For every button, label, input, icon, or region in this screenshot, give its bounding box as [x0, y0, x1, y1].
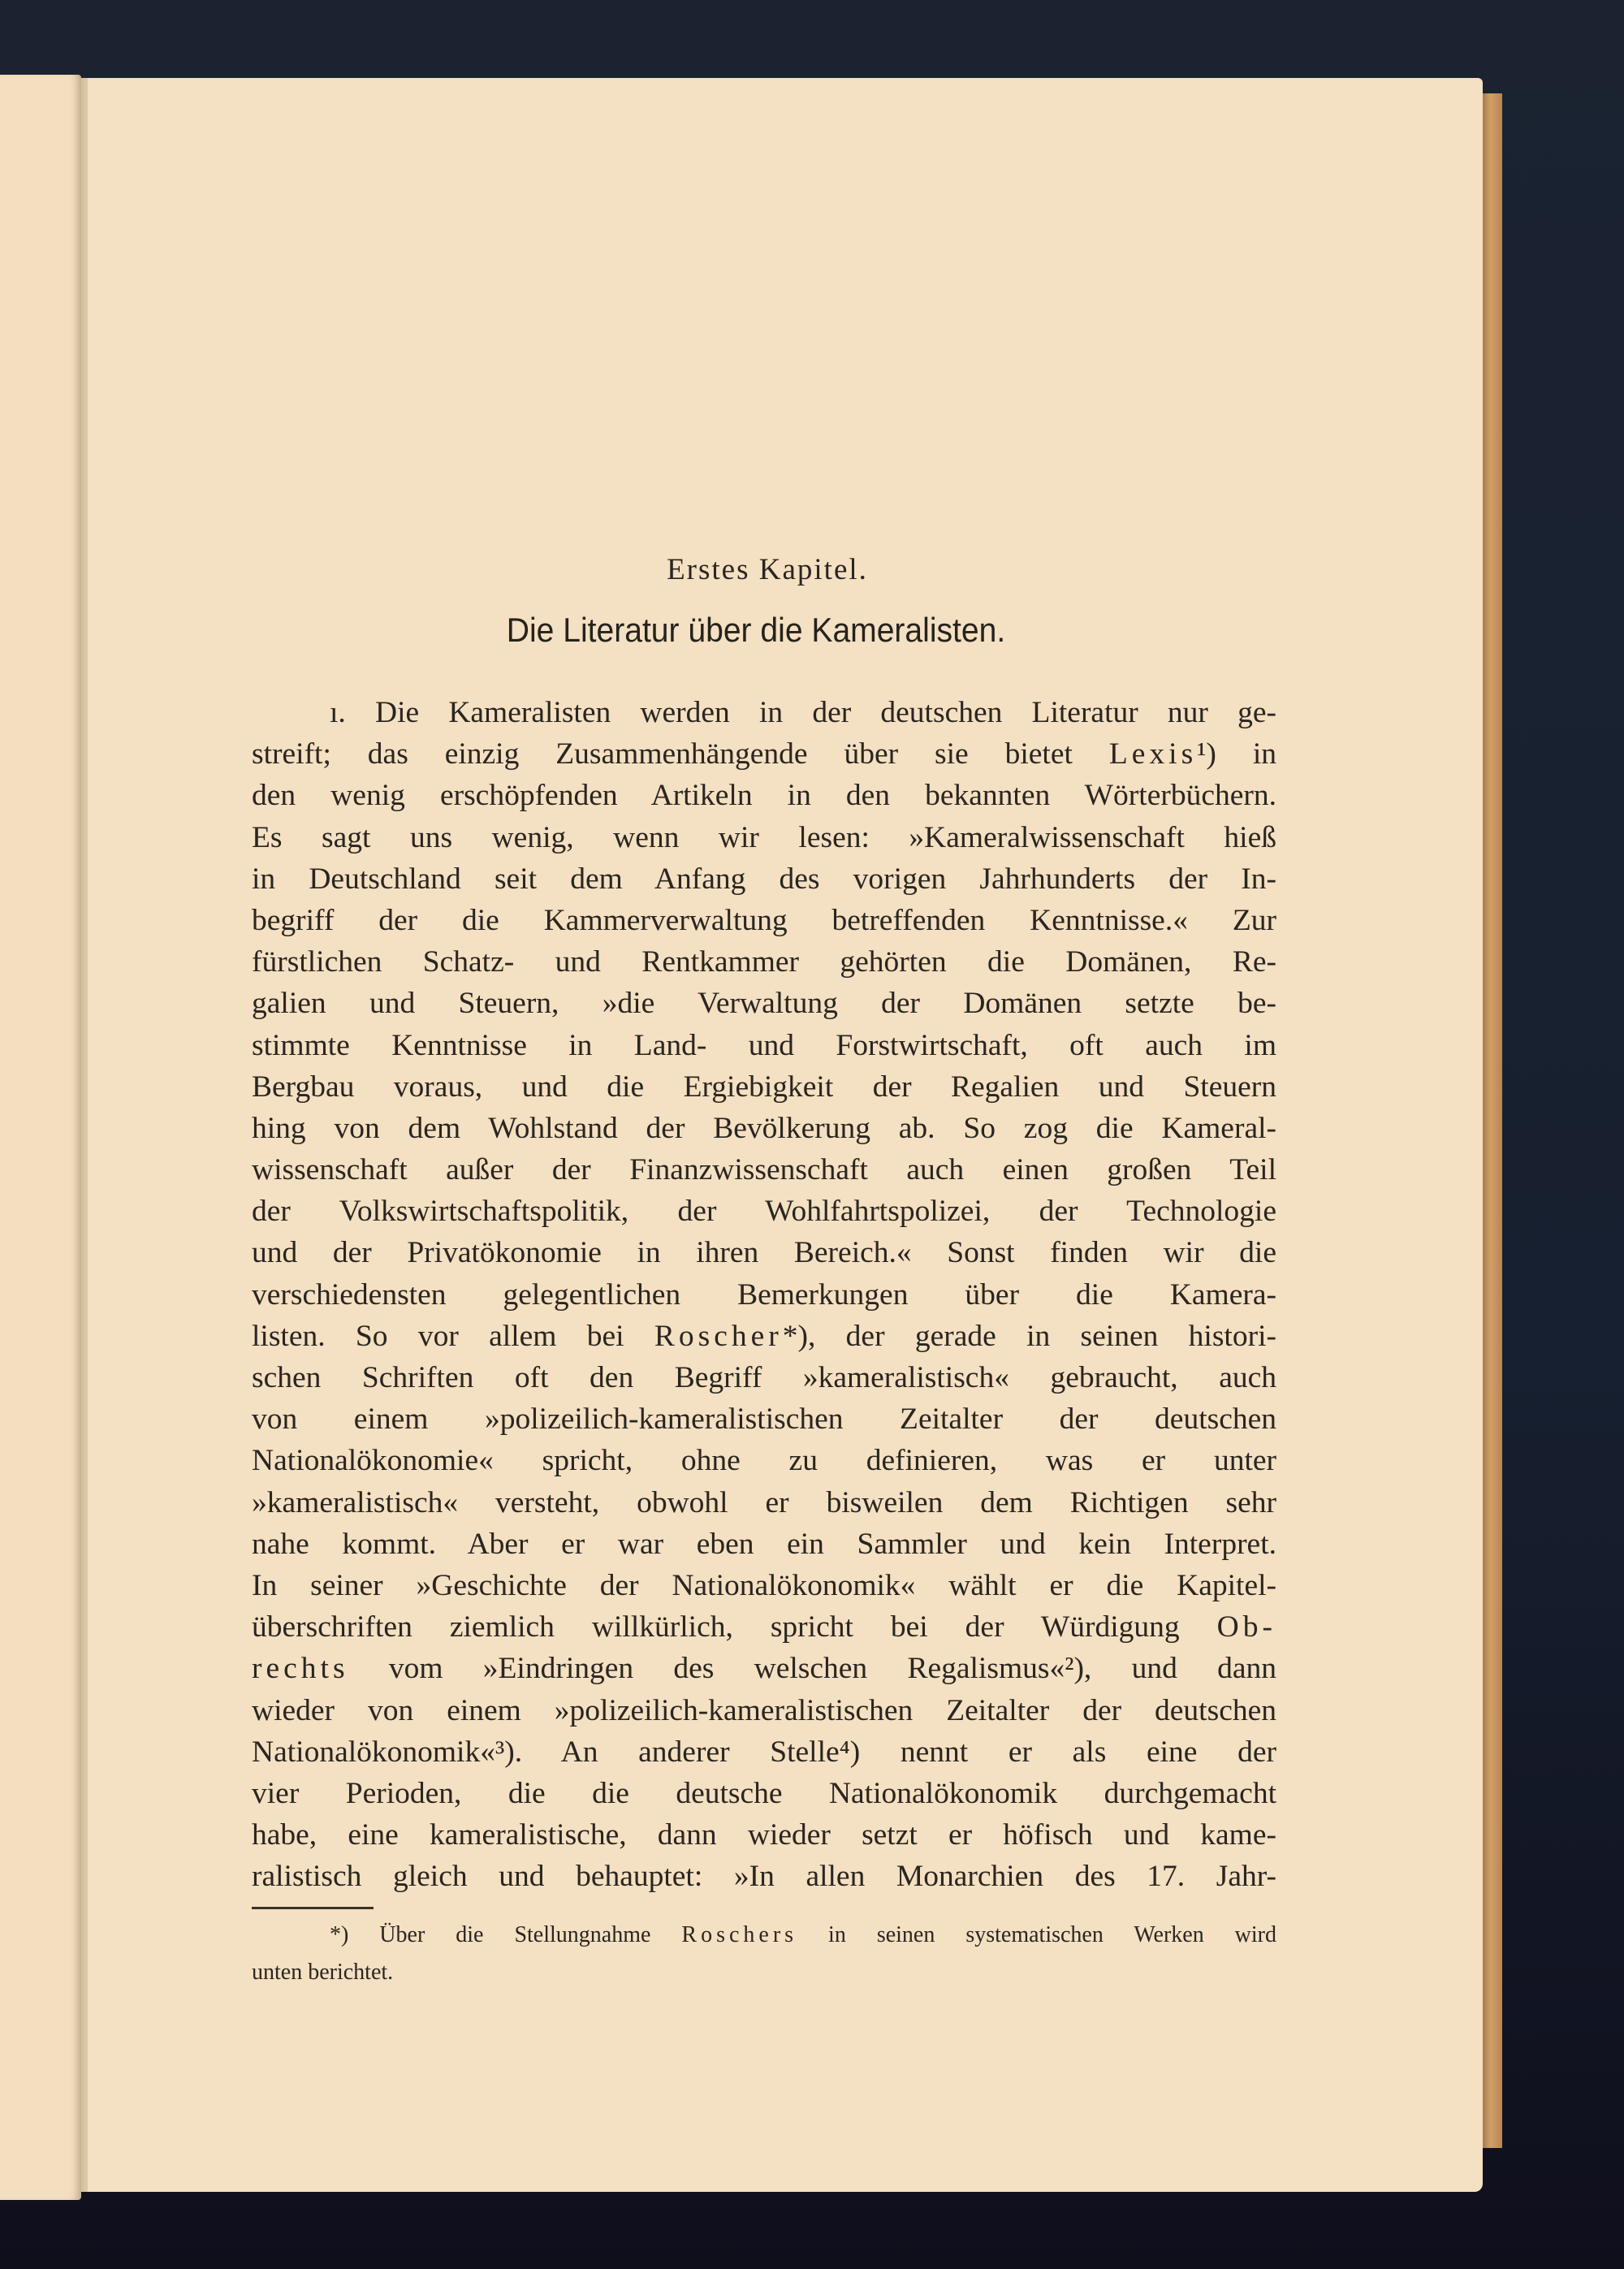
- text-segment: Nationalökonomie« spricht, ohne zu definieren, was er unter: [252, 1444, 1276, 1478]
- text-segment: stimmte Kenntnisse in Land- und Forstwirtschaft, oft auch im: [252, 1028, 1276, 1062]
- text-line: [252, 1606, 1276, 1648]
- text-line: [252, 1274, 1276, 1316]
- text-segment: »kameralistisch« versteht, obwohl er bisweilen dem Richtigen sehr: [252, 1485, 1276, 1519]
- text-line: [252, 900, 1276, 941]
- text-segment: fürstlichen Schatz- und Rentkammer gehörten die Domänen, Re-: [252, 945, 1276, 979]
- text-segment: und der Privatökonomie in ihren Bereich.« Sonst finden wir die: [252, 1236, 1276, 1270]
- text-segment: nahe kommt. Aber er war eben ein Sammler und kein Interpret.: [252, 1527, 1276, 1561]
- text-line: [252, 733, 1276, 775]
- text-line: [252, 1814, 1276, 1856]
- text-segment: verschiedensten gelegentlichen Bemerkungen über die Kamera-: [252, 1277, 1276, 1312]
- text-line: [252, 1648, 1276, 1689]
- page-stack-edge: [1483, 93, 1502, 2148]
- footnote-line: [252, 1954, 1276, 1991]
- text-line: [252, 1440, 1276, 1481]
- text-line: [252, 941, 1276, 983]
- text-segment: schen Schriften oft den Begriff »kameralistisch« gebraucht, auch: [252, 1361, 1276, 1394]
- text-line: [252, 1856, 1276, 1897]
- text-line: [252, 858, 1276, 900]
- text-line: [252, 1191, 1276, 1232]
- text-segment: vier Perioden, die die deutsche Nationalökonomik durchgemacht: [252, 1776, 1276, 1810]
- chapter-title: Die Literatur über die Kameralisten.: [506, 611, 1006, 649]
- text-segment: der Volkswirtschaftspolitik, der Wohlfahrtspolizei, der Technologie: [252, 1195, 1276, 1229]
- text-segment: Bergbau voraus, und die Ergiebigkeit der Regalien und Steuern: [252, 1070, 1276, 1104]
- text-line: [252, 1690, 1276, 1731]
- text-line: [252, 692, 1276, 733]
- text-line: [252, 1108, 1276, 1149]
- left-page-edge: [0, 75, 81, 2200]
- footnote-rule: [252, 1907, 374, 1909]
- text-segment: *) Über die Stellungnahme: [330, 1922, 682, 1947]
- text-segment: wieder von einem »polizeilich-kameralistischen Zeitalter der deutschen: [252, 1693, 1276, 1727]
- text-segment: ı. Die Kameralisten werden in der deutschen Literatur nur ge-: [330, 696, 1276, 729]
- text-line: [252, 1731, 1276, 1773]
- text-segment: von einem »polizeilich-kameralistischen Zeitalter der deutschen: [252, 1402, 1276, 1437]
- text-line: [252, 983, 1276, 1024]
- text-segment: den wenig erschöpfenden Artikeln in den bekannten Wörterbüchern.: [252, 779, 1276, 813]
- text-line: [252, 1316, 1276, 1357]
- footnote-line: [252, 1917, 1276, 1954]
- spaced-name: Lexis: [1108, 737, 1198, 771]
- text-segment: galien und Steuern, »die Verwaltung der Domänen setzte be-: [252, 987, 1276, 1021]
- chapter-label: Erstes Kapitel.: [667, 553, 868, 586]
- text-line: [252, 1773, 1276, 1814]
- text-line: [252, 1523, 1276, 1565]
- text-segment: Nationalökonomik«³). An anderer Stelle⁴) nennt er als eine der: [252, 1735, 1276, 1769]
- text-line: [252, 1398, 1276, 1440]
- text-line: [252, 1025, 1276, 1066]
- text-line: [252, 1565, 1276, 1606]
- text-line: [252, 775, 1276, 816]
- text-segment: listen. So vor allem bei: [252, 1319, 654, 1353]
- footnote: [252, 1917, 1276, 1991]
- text-segment: unten berichtet.: [252, 1960, 394, 1985]
- body-text: [252, 692, 1276, 1897]
- text-line: [252, 1357, 1276, 1398]
- text-segment: überschriften ziemlich willkürlich, spricht bei der Würdigung: [252, 1610, 1217, 1644]
- text-segment: vom »Eindringen des welschen Regalismus«²), und dann: [348, 1652, 1276, 1686]
- text-segment: In seiner »Geschichte der Nationalökonomik« wählt er die Kapitel-: [252, 1568, 1276, 1602]
- text-segment: in seinen systematischen Werken wird: [797, 1922, 1277, 1947]
- spaced-name: Ob-: [1216, 1610, 1276, 1644]
- text-segment: hing von dem Wohlstand der Bevölkerung ab. So zog die Kameral-: [252, 1111, 1276, 1145]
- text-segment: Es sagt uns wenig, wenn wir lesen: »Kameralwissenschaft hieß: [252, 820, 1276, 854]
- text-segment: ralistisch gleich und behauptet: »In allen Monarchien des 17. Jahr-: [252, 1860, 1276, 1894]
- text-segment: *), der gerade in seinen histori-: [782, 1319, 1276, 1353]
- text-line: [252, 817, 1276, 858]
- text-line: [252, 1066, 1276, 1108]
- text-segment: habe, eine kameralistische, dann wieder setzt er höfisch und kame-: [252, 1818, 1276, 1852]
- spaced-name: Roscher: [654, 1319, 783, 1353]
- text-segment: ¹) in: [1197, 737, 1276, 771]
- spaced-name: Roschers: [681, 1922, 798, 1947]
- text-segment: wissenschaft außer der Finanzwissenschaft auch einen großen Teil: [252, 1153, 1276, 1187]
- text-segment: in Deutschland seit dem Anfang des vorigen Jahrhunderts der In-: [252, 862, 1276, 896]
- text-line: [252, 1232, 1276, 1273]
- text-segment: begriff der die Kammerverwaltung betreffenden Kenntnisse.« Zur: [252, 903, 1276, 937]
- spaced-name: rechts: [252, 1652, 349, 1686]
- text-segment: streift; das einzig Zusammenhängende über sie bietet: [252, 737, 1109, 771]
- text-line: [252, 1482, 1276, 1523]
- text-line: [252, 1149, 1276, 1191]
